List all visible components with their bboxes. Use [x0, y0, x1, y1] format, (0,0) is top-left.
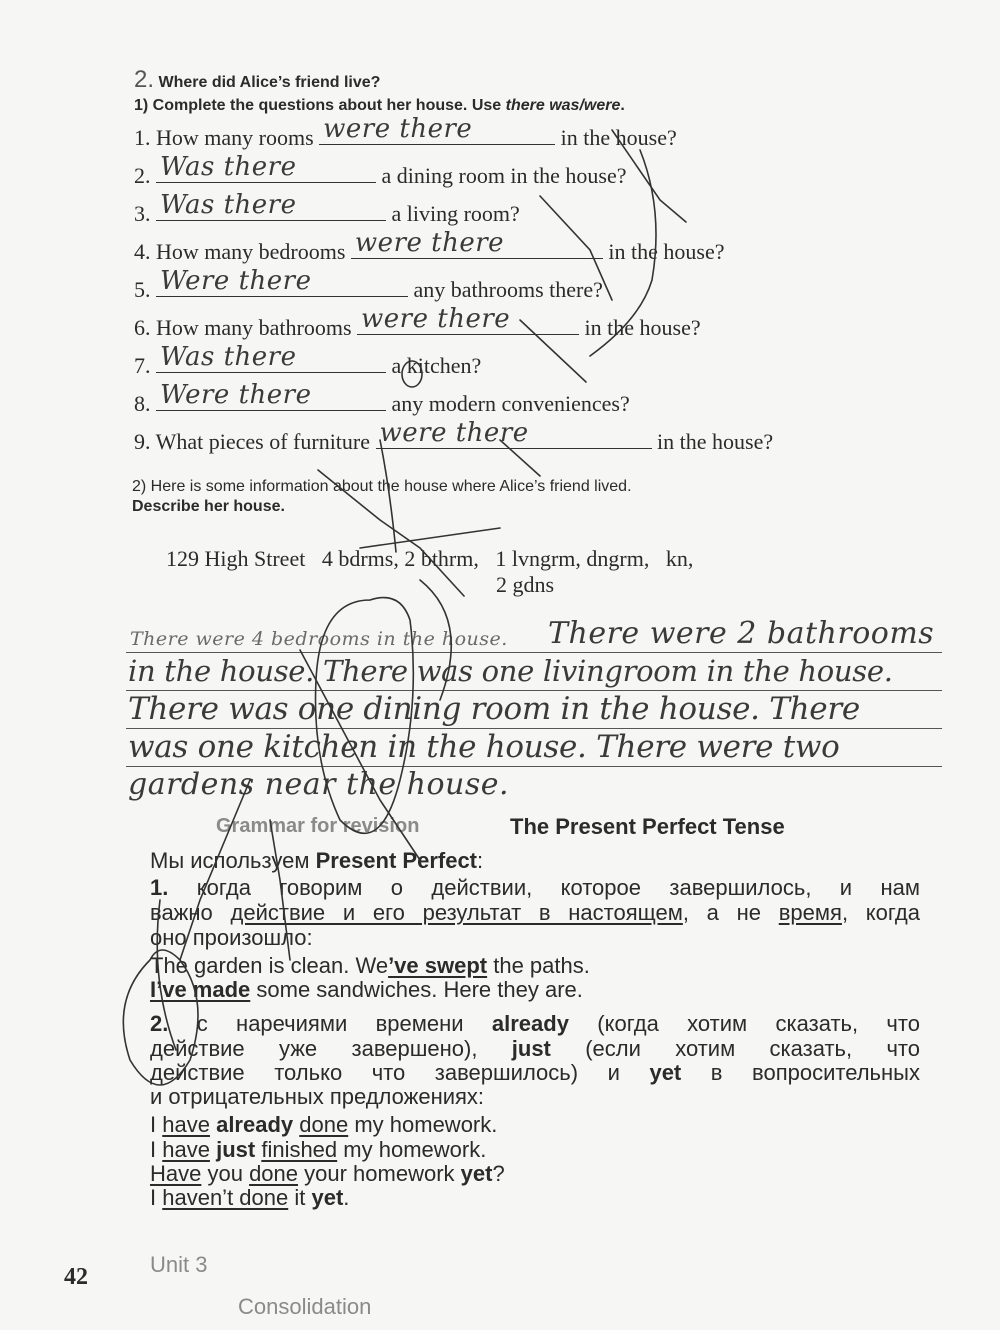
handwritten-answer: Was there — [160, 152, 297, 182]
answer-blank-8[interactable] — [156, 380, 386, 411]
handwritten-answer: were there — [323, 114, 473, 144]
question-3: 3. Was there a living room? — [134, 190, 520, 226]
question-2: 2. Was there a dining room in the house? — [134, 152, 627, 188]
grammar-intro: Мы используем Present Perfect: — [150, 848, 484, 873]
essay-line: in the house. There was one livingroom in the house. — [128, 654, 893, 688]
answer-blank-6[interactable] — [357, 304, 579, 335]
handwritten-answer: Were there — [160, 380, 312, 410]
example-1: The garden is clean. We’ve swept the paths. — [150, 953, 590, 978]
handwritten-answer: Was there — [160, 342, 297, 372]
rule-2-line-4: и отрицательных предложениях: — [150, 1084, 485, 1109]
rule-2-line-3: действие только что завершилось) и yet в вопросительных — [150, 1060, 920, 1085]
example-6: I haven’t done it yet. — [150, 1185, 350, 1210]
section-label: Consolidation — [238, 1294, 372, 1319]
answer-blank-5[interactable] — [156, 266, 408, 297]
exercise-title: Where did Alice’s friend live? — [158, 74, 381, 91]
rule-1-line-2: важно действие и его результат в настоящем, а не время, когда — [150, 900, 920, 925]
check-mark-stroke — [360, 528, 500, 548]
exercise-header — [134, 66, 380, 94]
handwritten-answer: Were there — [160, 266, 312, 296]
handwritten-answer: were there — [354, 228, 505, 258]
essay-line: There was one dining room in the house. There — [128, 691, 860, 727]
answer-blank-9[interactable] — [376, 418, 652, 449]
question-7: 7. Was there a kitchen? — [134, 342, 482, 378]
example-2: I’ve made some sandwiches. Here they are. — [150, 977, 583, 1002]
handwritten-answer: were there — [361, 304, 511, 334]
task2-instruction: Describe her house. — [132, 498, 285, 515]
question-4: 4. How many bedrooms were there in the house? — [134, 228, 725, 264]
rule-1-line-3: оно произошло: — [150, 925, 313, 950]
essay-line: gardens near the house. — [128, 767, 510, 802]
example-4: I have just finished my homework. — [150, 1137, 487, 1162]
essay-typed-line: There were 4 bedrooms in the house. — [130, 628, 508, 650]
question-6: 6. How many bathrooms were there in the house? — [134, 304, 701, 340]
question-9: 9. What pieces of furniture were there in the house? — [134, 418, 774, 454]
question-8: 8. Were there any modern conveniences? — [134, 380, 630, 416]
example-5: Have you done your homework yet? — [150, 1161, 505, 1186]
rule-2-line-2: действие уже завершено), just (если хотим сказать, что — [150, 1036, 920, 1061]
page-number: 42 — [64, 1264, 88, 1290]
essay-line: was one kitchen in the house. There were two — [128, 729, 840, 765]
question-5: 5. Were there any bathrooms there? — [134, 266, 603, 302]
task1-instruction: 1) Complete the questions about her house. Use there was/were. — [134, 97, 625, 114]
writing-line — [126, 652, 942, 653]
address-line-2: 2 gdns — [496, 572, 555, 597]
example-3: I have already done my homework. — [150, 1112, 498, 1137]
check-mark-stroke — [380, 440, 396, 552]
handwritten-answer: Was there — [160, 190, 297, 220]
unit-label: Unit 3 — [150, 1252, 208, 1277]
question-1: 1. How many rooms were there in the house? — [134, 114, 677, 150]
task2-intro: 2) Here is some information about the house where Alice’s friend lived. — [132, 478, 632, 495]
grammar-label: Grammar for revision — [216, 815, 420, 837]
grammar-heading: The Present Perfect Tense — [510, 814, 785, 839]
essay-line: There were 2 bathrooms — [548, 616, 935, 651]
exercise-number: 2. — [134, 66, 155, 93]
rule-2-line-1: 2. с наречиями времени already (когда хотим сказать, что — [150, 1011, 920, 1036]
handwritten-answer: were there — [379, 418, 529, 448]
rule-1-line-1: 1. когда говорим о действии, которое завершилось, и нам — [150, 875, 920, 900]
answer-blank-1[interactable] — [319, 114, 555, 145]
address-line-1: 129 High Street 4 bdrms, 2 bthrm, 1 lvngrm, dngrm, kn, — [166, 546, 694, 571]
answer-blank-2[interactable] — [156, 152, 376, 183]
answer-blank-4[interactable] — [351, 228, 603, 259]
